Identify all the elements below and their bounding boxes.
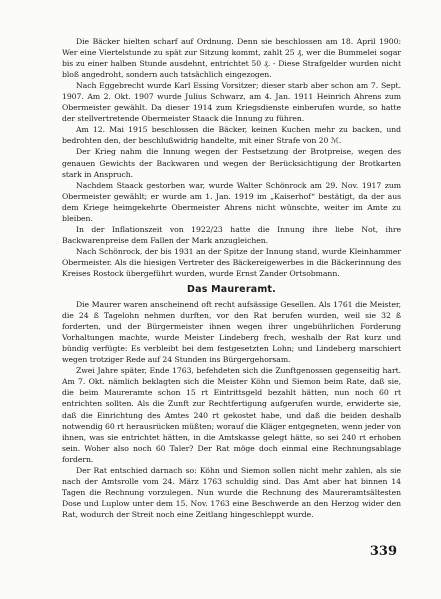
- section-baecker: [62, 36, 401, 279]
- paragraph: In der Inflationszeit von 1922/23 hatte die Innung ihre liebe Not, ihre Backwarenpreise dem Fallen der Mark anzugleichen.: [62, 224, 401, 245]
- paragraph: Am 12. Mai 1915 beschlossen die Bäcker, keinen Kuchen mehr zu backen, und bedrohten den, der beschlußwidrig handelte, mit einer Strafe von 20 ℳ.: [62, 125, 401, 146]
- paragraph: Nach Eggebrecht wurde Karl Essing Vorsitzer; dieser starb aber schon am 7. Sept. 1907. Am 2. Okt. 1907 wurde Julius Schwarz, am 4. Jan. 1911 Heinrich Ahrens zum Obermeister gewählt. Da dieser 1914 zum Kriegsdienste einberufen wurde, so hatte der stellvertretende Obermeister Staack die Innung zu führen.: [62, 81, 401, 124]
- paragraph: Der Rat entschied darnach so: Köhn und Siemon sollen nicht mehr zahlen, als sie nach der Amtsrolle vom 24. März 1763 schuldig sind. Das Amt aber hat binnen 14 Tagen die Rechnung vorzulegen. Nun wurde die Rechnung des Maureramtsältesten Dose und Luplow unter dem 15. Nov. 1763 eine Beschwerde an den Herzog wider den Rat, wodurch der Streit noch eine Zeitlang hingeschleppt wurde.: [62, 465, 401, 519]
- paragraph: Zwei Jahre später, Ende 1763, befehdeten sich die Zunftgenossen gegenseitig hart. Am 7. Okt. nämlich beklagten sich die Meister Köhn und Siemon beim Rate, daß sie, die beim Maureramte schon 15 rt Eintrittsgeld bezahlt hätten, nun noch 60 rt entrichten sollten. Als die Zunft zur Rechtfertigung aufgerufen wurde, erwiderte sie, daß die Einrichtung des Amtes 240 rt gekostet habe, und daß die beiden deshalb notwendig 60 rt herausrücken müßten; worauf die Kläger entgegneten, wenn jeder von ihnen, was sie entrichtet hätten, in die Amtskasse gelegt hätte, so sei 240 rt erhoben sein. Woher also noch 60 Taler? Der Rat möge doch einmal eine Rechnungsablage fordern.: [62, 366, 401, 464]
- paragraph: Die Maurer waren anscheinend oft recht aufsässige Gesellen. Als 1761 die Meister, die 24 ß Tagelohn nehmen durften, vor den Rat berufen wurden, weil sie 32 ß forderten, und der Bürgermeister ihnen wegen ihrer ungebührlichen Forderung Vorhaltungen machte, wurde Meister Lindeberg frech, weshalb der Rat kurz und bündig verfügte: Es verbleibt bei dem festgesetzten Lohn; und Lindeberg marschiert wegen trotziger Rede auf 24 Stunden ins Bürgergehorsam.: [62, 300, 401, 365]
- paragraph: Der Krieg nahm die Innung wegen der Festsetzung der Brotpreise, wegen des genauen Gewichts der Backwaren und wegen der Berücksichtigung der Brotkarten stark in Anspruch.: [62, 147, 401, 179]
- paragraph: Nach Schönrock, der bis 1931 an der Spitze der Innung stand, wurde Kleinhammer Obermeister. Als die hiesigen Vertreter des Bäckereigewerbes in die Bäckerinnung des Kreises Rostock übergeführt wurden, wurde Ernst Zander Ortsobmann.: [62, 246, 401, 278]
- section-maureramt: [62, 299, 401, 520]
- paragraph: Nachdem Staack gestorben war, wurde Walter Schönrock am 29. Nov. 1917 zum Obermeister gewählt; er wurde am 1. Jan. 1919 im „Kaiserhof“ bestätigt, da der aus dem Kriege heimgekehrte Obermeister Ahrens nicht wünschte, weiter im Amte zu bleiben.: [62, 180, 401, 223]
- paragraph: Die Bäcker hielten scharf auf Ordnung. Denn sie beschlossen am 18. April 1900: Wer eine Viertelstunde zu spät zur Sitzung kommt, zahlt 25 ₰, wer die Bummelei sogar bis zu einer halben Stunde ausdehnt, entrichtet 50 ₰. - Diese Strafgelder wurden nicht bloß angedroht, sondern auch tatsächlich eingezogen.: [62, 37, 401, 80]
- page-number: 339: [369, 544, 397, 559]
- section-heading: Das Maureramt.: [187, 284, 276, 296]
